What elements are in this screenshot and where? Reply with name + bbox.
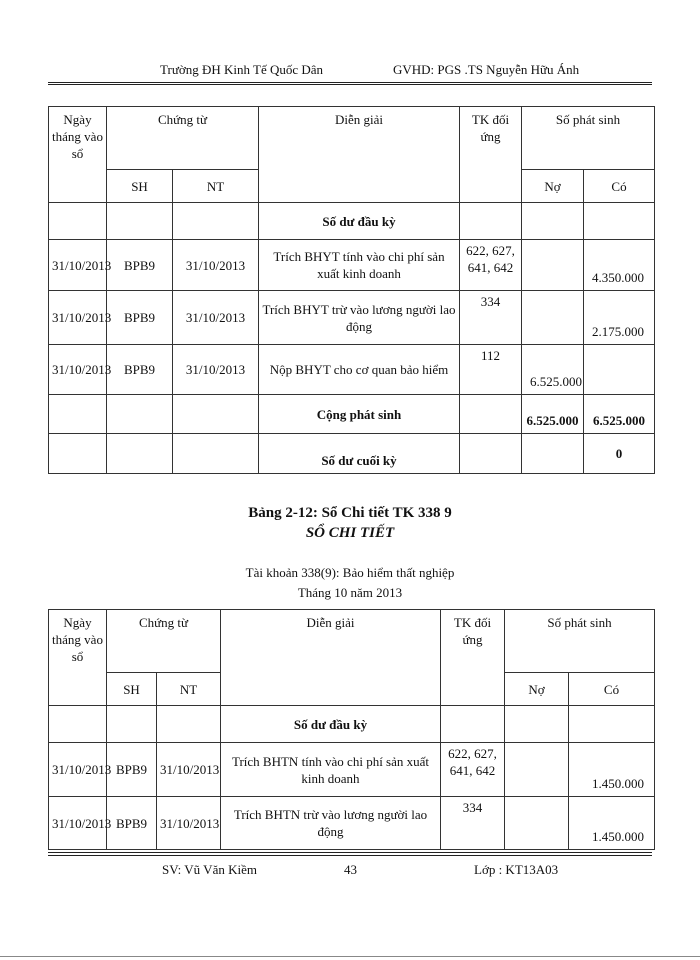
col-arising-header: Số phát sinh: [505, 610, 655, 673]
row-nt: 31/10/2013: [157, 743, 221, 797]
col-credit-header: Có: [569, 673, 655, 706]
row-credit: 1.450.000: [569, 743, 655, 797]
row-sh: BPB9: [107, 240, 173, 291]
page-edge: [0, 956, 700, 957]
period-title: Tháng 10 năm 2013: [297, 585, 403, 600]
col-desc-header: Diễn giải: [221, 610, 441, 706]
row-credit: 1.450.000: [569, 797, 655, 850]
row-sh: BPB9: [107, 743, 157, 797]
student-name: SV: Vũ Văn Kiềm: [162, 862, 257, 877]
book-title: SỔ CHI TIẾT: [305, 525, 395, 541]
opening-balance-label: Số dư đầu kỳ: [259, 203, 460, 240]
row-sh: BPB9: [107, 291, 173, 345]
col-arising-header: Số phát sinh: [522, 107, 655, 170]
col-acct-header: TK đối ứng: [460, 107, 522, 203]
footer-rule-2: [48, 855, 652, 856]
row-debit: [522, 240, 584, 291]
row-date: 31/10/2013: [49, 240, 107, 291]
row-date: 31/10/2013: [49, 291, 107, 345]
table-row: [49, 345, 655, 395]
total-row: [49, 395, 655, 434]
col-credit-header: Có: [584, 170, 655, 203]
col-desc-header: Diễn giải: [259, 107, 460, 203]
ledger-table-bhtn: [48, 609, 655, 850]
row-credit: [584, 345, 655, 395]
row-credit: 4.350.000: [584, 240, 655, 291]
row-date: 31/10/2013: [49, 797, 107, 850]
row-debit: [505, 797, 569, 850]
row-sh: BPB9: [107, 797, 157, 850]
col-date-header: Ngày tháng vào sổ: [49, 610, 107, 706]
table-title: Bảng 2-12: Sổ Chi tiết TK 338 9: [248, 505, 452, 521]
row-acct: 334: [460, 291, 522, 345]
row-desc: Nộp BHYT cho cơ quan bảo hiểm: [259, 345, 460, 395]
col-debit-header: Nợ: [505, 673, 569, 706]
total-debit: 6.525.000: [522, 395, 584, 434]
table-row: [49, 797, 655, 850]
row-acct: 112: [460, 345, 522, 395]
closing-label: Số dư cuối kỳ: [259, 434, 460, 474]
table-row: [49, 291, 655, 345]
closing-credit: 0: [584, 434, 655, 474]
table-row: [49, 706, 655, 743]
col-acct-header: TK đối ứng: [441, 610, 505, 706]
ledger-table-bhyt: [48, 106, 655, 474]
row-desc: Trích BHYT tính vào chi phí sản xuất kinh doanh: [259, 240, 460, 291]
col-nt-header: NT: [173, 170, 259, 203]
col-sh-header: SH: [107, 673, 157, 706]
row-nt: 31/10/2013: [173, 291, 259, 345]
opening-balance-label: Số dư đầu kỳ: [221, 706, 441, 743]
row-date: 31/10/2013: [49, 743, 107, 797]
row-nt: 31/10/2013: [157, 797, 221, 850]
page-header: [48, 52, 652, 83]
row-desc: Trích BHTN trừ vào lương người lao động: [221, 797, 441, 850]
row-acct: 622, 627, 641, 642: [460, 240, 522, 291]
row-debit: [522, 291, 584, 345]
header-rule: [48, 84, 652, 85]
row-nt: 31/10/2013: [173, 240, 259, 291]
col-voucher-header: Chứng từ: [107, 610, 221, 673]
row-acct: 334: [441, 797, 505, 850]
closing-row: [49, 434, 655, 474]
row-credit: 2.175.000: [584, 291, 655, 345]
row-acct: 622, 627, 641, 642: [441, 743, 505, 797]
page-number: 43: [344, 862, 357, 877]
school-name: Trường ĐH Kinh Tế Quốc Dân: [160, 62, 324, 77]
table-row: [49, 203, 655, 240]
class-code: Lớp : KT13A03: [474, 862, 559, 877]
row-date: 31/10/2013: [49, 345, 107, 395]
row-nt: 31/10/2013: [173, 345, 259, 395]
row-desc: Trích BHYT trừ vào lương người lao động: [259, 291, 460, 345]
table-row: [49, 743, 655, 797]
col-nt-header: NT: [157, 673, 221, 706]
table-row: [49, 240, 655, 291]
row-debit: [505, 743, 569, 797]
col-debit-header: Nợ: [522, 170, 584, 203]
footer-rule: [48, 852, 652, 853]
account-title: Tài khoản 338(9): Bảo hiểm thất nghiệp: [245, 565, 455, 580]
row-sh: BPB9: [107, 345, 173, 395]
row-desc: Trích BHTN tính vào chi phí sản xuất kinh doanh: [221, 743, 441, 797]
total-credit: 6.525.000: [584, 395, 655, 434]
col-sh-header: SH: [107, 170, 173, 203]
advisor-name: GVHD: PGS .TS Nguyễn Hữu Ánh: [393, 62, 580, 77]
col-voucher-header: Chứng từ: [107, 107, 259, 170]
total-label: Cộng phát sinh: [259, 395, 460, 434]
col-date-header: Ngày tháng vào sổ: [49, 107, 107, 203]
row-debit: 6.525.000: [522, 345, 584, 395]
